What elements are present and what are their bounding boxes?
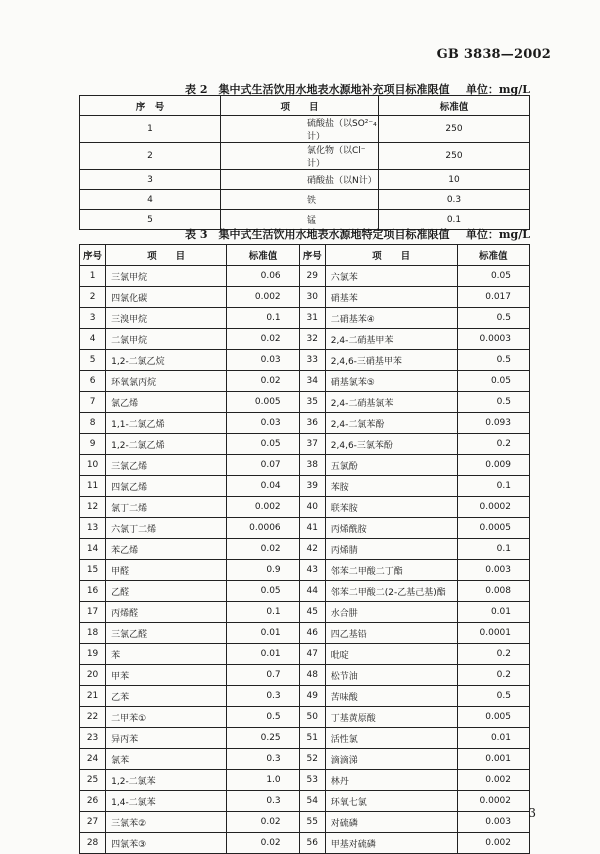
table3-cell-no: 38	[299, 455, 325, 476]
table3-header-item-right: 项 目	[325, 245, 457, 266]
table3-row	[80, 308, 530, 329]
table3-cell-no: 56	[299, 833, 325, 854]
table3-title: 表 3 集中式生活饮用水地表水源地特定项目标准限值	[185, 228, 450, 241]
table3-cell-item: 三氯甲烷	[106, 266, 227, 287]
table3-cell-item: 四乙基铅	[325, 623, 457, 644]
table3-cell-item: 对硫磷	[325, 812, 457, 833]
table3-header-value-right: 标准值	[457, 245, 529, 266]
table2-cell-item: 硫酸盐（以SO²⁻₄计）	[221, 116, 379, 143]
table3-cell-value: 1.0	[227, 770, 299, 791]
table3-cell-no: 37	[299, 434, 325, 455]
table3-cell-item: 硝基苯	[325, 287, 457, 308]
table3-row	[80, 455, 530, 476]
table3-cell-value: 0.01	[227, 623, 299, 644]
table3-row	[80, 749, 530, 770]
table3-cell-no: 52	[299, 749, 325, 770]
table3-cell-no: 31	[299, 308, 325, 329]
table3-row	[80, 644, 530, 665]
table3-cell-no: 25	[80, 770, 106, 791]
table3-cell-item: 2,4-二硝基甲苯	[325, 329, 457, 350]
table2-cell-value: 0.1	[379, 210, 530, 230]
table3-cell-no: 48	[299, 665, 325, 686]
table3-cell-no: 3	[80, 308, 106, 329]
table3-row	[80, 812, 530, 833]
table3-cell-item: 苦味酸	[325, 686, 457, 707]
table3-cell-no: 41	[299, 518, 325, 539]
table3-cell-no: 42	[299, 539, 325, 560]
table3-row	[80, 833, 530, 854]
table3-cell-item: 邻苯二甲酸二丁酯	[325, 560, 457, 581]
table3-cell-no: 23	[80, 728, 106, 749]
table2-header-no: 序 号	[80, 96, 221, 116]
table3-cell-value: 0.03	[227, 350, 299, 371]
table3-cell-value: 0.0002	[457, 791, 529, 812]
table3-cell-value: 0.0006	[227, 518, 299, 539]
table3-cell-item: 滴滴涕	[325, 749, 457, 770]
table3-cell-value: 0.04	[227, 476, 299, 497]
table3-cell-item: 甲基对硫磷	[325, 833, 457, 854]
table3-cell-no: 5	[80, 350, 106, 371]
table3-cell-no: 46	[299, 623, 325, 644]
page-number: 3	[528, 806, 536, 820]
table3-cell-no: 27	[80, 812, 106, 833]
table3-body	[80, 266, 530, 854]
table3-cell-item: 六氯丁二烯	[106, 518, 227, 539]
table2-cell-no: 5	[80, 210, 221, 230]
table3-cell-item: 乙醛	[106, 581, 227, 602]
table3-cell-no: 13	[80, 518, 106, 539]
table3-header-row	[80, 245, 530, 266]
table3-cell-item: 二甲苯①	[106, 707, 227, 728]
table3-row	[80, 350, 530, 371]
table3-cell-value: 0.5	[457, 350, 529, 371]
table3-row	[80, 602, 530, 623]
table3-cell-item: 四氯苯③	[106, 833, 227, 854]
table3-cell-item: 联苯胺	[325, 497, 457, 518]
table3-cell-no: 51	[299, 728, 325, 749]
table3-cell-value: 0.3	[227, 686, 299, 707]
table3-cell-item: 甲醛	[106, 560, 227, 581]
table3-cell-no: 39	[299, 476, 325, 497]
table3-cell-value: 0.06	[227, 266, 299, 287]
table3-cell-no: 22	[80, 707, 106, 728]
table2-cell-value: 250	[379, 116, 530, 143]
table3-cell-value: 0.017	[457, 287, 529, 308]
table3-cell-no: 47	[299, 644, 325, 665]
table3-cell-no: 53	[299, 770, 325, 791]
table3-cell-value: 0.003	[457, 560, 529, 581]
table3-cell-item: 1,4-二氯苯	[106, 791, 227, 812]
table3-cell-value: 0.2	[457, 665, 529, 686]
table3-cell-no: 33	[299, 350, 325, 371]
table3-cell-value: 0.3	[227, 749, 299, 770]
table3-cell-no: 8	[80, 413, 106, 434]
table3-cell-value: 0.0001	[457, 623, 529, 644]
table3-cell-value: 0.002	[457, 770, 529, 791]
table3-cell-value: 0.002	[457, 833, 529, 854]
table3-cell-item: 水合肼	[325, 602, 457, 623]
table3-cell-item: 邻苯二甲酸二(2-乙基己基)酯	[325, 581, 457, 602]
table3-cell-item: 吡啶	[325, 644, 457, 665]
table3-cell-value: 0.1	[227, 308, 299, 329]
table2-title: 表 2 集中式生活饮用水地表水源地补充项目标准限值	[185, 83, 450, 96]
table2-cell-no: 3	[80, 170, 221, 190]
table3-cell-value: 0.093	[457, 413, 529, 434]
table3-cell-value: 0.008	[457, 581, 529, 602]
table3-cell-no: 7	[80, 392, 106, 413]
table3-cell-no: 36	[299, 413, 325, 434]
table3-cell-no: 29	[299, 266, 325, 287]
table3-row	[80, 287, 530, 308]
table3-cell-item: 丙烯腈	[325, 539, 457, 560]
table3-row	[80, 371, 530, 392]
table3-cell-item: 五氯酚	[325, 455, 457, 476]
table3-cell-value: 0.05	[457, 266, 529, 287]
table3-cell-value: 0.005	[227, 392, 299, 413]
table3-cell-no: 20	[80, 665, 106, 686]
table3-cell-item: 三氯苯②	[106, 812, 227, 833]
table2-cell-no: 4	[80, 190, 221, 210]
table3-row	[80, 392, 530, 413]
table3-cell-no: 4	[80, 329, 106, 350]
table3-row	[80, 539, 530, 560]
table3-cell-value: 0.01	[457, 602, 529, 623]
table2-cell-item: 锰	[221, 210, 379, 230]
table3-cell-no: 54	[299, 791, 325, 812]
table3-cell-value: 0.7	[227, 665, 299, 686]
table3-cell-item: 二硝基苯④	[325, 308, 457, 329]
table3-cell-item: 2,4-二氯苯酚	[325, 413, 457, 434]
table3-row	[80, 728, 530, 749]
table3-header-no-right: 序号	[299, 245, 325, 266]
table3-cell-item: 四氯乙烯	[106, 476, 227, 497]
table3-cell-no: 32	[299, 329, 325, 350]
table3-row	[80, 329, 530, 350]
table3-cell-no: 17	[80, 602, 106, 623]
table3-cell-no: 43	[299, 560, 325, 581]
table3-cell-value: 0.3	[227, 791, 299, 812]
table2-cell-value: 10	[379, 170, 530, 190]
table2	[79, 95, 530, 230]
table3-row	[80, 770, 530, 791]
table2-cell-no: 2	[80, 143, 221, 170]
table2-cell-value: 0.3	[379, 190, 530, 210]
table3-cell-value: 0.2	[457, 434, 529, 455]
table3-cell-value: 0.02	[227, 539, 299, 560]
table3-unit: 单位：mg/L	[465, 228, 530, 241]
table3-cell-item: 甲苯	[106, 665, 227, 686]
table3-cell-item: 苯乙烯	[106, 539, 227, 560]
table3-cell-value: 0.002	[227, 497, 299, 518]
standard-code: GB 3838—2002	[436, 47, 551, 62]
table3-cell-no: 6	[80, 371, 106, 392]
table3-cell-no: 10	[80, 455, 106, 476]
table3-cell-no: 45	[299, 602, 325, 623]
table3-cell-no: 12	[80, 497, 106, 518]
table3-cell-value: 0.01	[457, 728, 529, 749]
table3-cell-value: 0.02	[227, 371, 299, 392]
table3-cell-no: 18	[80, 623, 106, 644]
table3-cell-value: 0.1	[227, 602, 299, 623]
table3-cell-value: 0.2	[457, 644, 529, 665]
table3-row	[80, 434, 530, 455]
table3-cell-no: 11	[80, 476, 106, 497]
table3-cell-item: 苯胺	[325, 476, 457, 497]
table3-row	[80, 476, 530, 497]
table2-header-value: 标准值	[379, 96, 530, 116]
table3-cell-item: 环氧七氯	[325, 791, 457, 812]
table3-cell-value: 0.07	[227, 455, 299, 476]
table3-cell-no: 55	[299, 812, 325, 833]
table3-cell-no: 26	[80, 791, 106, 812]
table3-cell-value: 0.01	[227, 644, 299, 665]
table3-cell-item: 环氧氯丙烷	[106, 371, 227, 392]
table3-cell-no: 2	[80, 287, 106, 308]
table3-cell-value: 0.02	[227, 329, 299, 350]
table3-cell-value: 0.5	[227, 707, 299, 728]
table3-cell-item: 异丙苯	[106, 728, 227, 749]
table3-row	[80, 581, 530, 602]
table3-cell-item: 二氯甲烷	[106, 329, 227, 350]
table3-row	[80, 623, 530, 644]
table3-cell-item: 丁基黄原酸	[325, 707, 457, 728]
table3-cell-value: 0.0003	[457, 329, 529, 350]
table2-row	[80, 190, 530, 210]
table3-cell-value: 0.003	[457, 812, 529, 833]
table2-row	[80, 143, 530, 170]
table3-cell-item: 2,4-二硝基氯苯	[325, 392, 457, 413]
table3-cell-item: 四氯化碳	[106, 287, 227, 308]
table3-cell-value: 0.005	[457, 707, 529, 728]
table3-cell-item: 三氯乙烯	[106, 455, 227, 476]
table3-cell-item: 丙烯醛	[106, 602, 227, 623]
table3-cell-value: 0.0005	[457, 518, 529, 539]
table3-cell-value: 0.9	[227, 560, 299, 581]
table3	[79, 244, 530, 854]
table3-cell-item: 2,4,6-三氯苯酚	[325, 434, 457, 455]
table3-cell-item: 林丹	[325, 770, 457, 791]
table3-cell-item: 丙烯酰胺	[325, 518, 457, 539]
table2-unit: 单位：mg/L	[465, 83, 530, 96]
table3-cell-item: 苯	[106, 644, 227, 665]
table2-body	[80, 116, 530, 230]
table3-cell-item: 氯乙烯	[106, 392, 227, 413]
table3-cell-item: 1,2-二氯乙烯	[106, 434, 227, 455]
table3-row	[80, 665, 530, 686]
table3-cell-item: 氯丁二烯	[106, 497, 227, 518]
table3-cell-item: 1,1-二氯乙烯	[106, 413, 227, 434]
table3-cell-value: 0.02	[227, 812, 299, 833]
table3-cell-value: 0.02	[227, 833, 299, 854]
table3-cell-item: 2,4,6-三硝基甲苯	[325, 350, 457, 371]
table3-cell-item: 松节油	[325, 665, 457, 686]
table3-cell-item: 活性氯	[325, 728, 457, 749]
table3-cell-value: 0.001	[457, 749, 529, 770]
table2-row	[80, 116, 530, 143]
table3-cell-item: 六氯苯	[325, 266, 457, 287]
table2-cell-item: 铁	[221, 190, 379, 210]
table3-cell-item: 氯苯	[106, 749, 227, 770]
table3-cell-value: 0.03	[227, 413, 299, 434]
table3-cell-item: 1,2-二氯乙烷	[106, 350, 227, 371]
table3-cell-no: 44	[299, 581, 325, 602]
table3-header-no-left: 序号	[80, 245, 106, 266]
table3-cell-no: 14	[80, 539, 106, 560]
table3-cell-no: 16	[80, 581, 106, 602]
table3-cell-value: 0.002	[227, 287, 299, 308]
table3-cell-value: 0.5	[457, 686, 529, 707]
table3-row	[80, 497, 530, 518]
table2-header-item: 项 目	[221, 96, 379, 116]
table3-cell-value: 0.5	[457, 392, 529, 413]
table3-cell-value: 0.05	[227, 581, 299, 602]
table3-cell-no: 40	[299, 497, 325, 518]
table3-cell-item: 三氯乙醛	[106, 623, 227, 644]
table3-cell-no: 49	[299, 686, 325, 707]
table3-cell-value: 0.05	[457, 371, 529, 392]
table3-cell-no: 19	[80, 644, 106, 665]
table3-cell-value: 0.25	[227, 728, 299, 749]
table2-cell-item: 硝酸盐（以N计）	[221, 170, 379, 190]
table3-cell-no: 28	[80, 833, 106, 854]
table2-cell-item: 氯化物（以Cl⁻计）	[221, 143, 379, 170]
table3-cell-no: 1	[80, 266, 106, 287]
table3-row	[80, 518, 530, 539]
table2-header-row	[80, 96, 530, 116]
table3-row	[80, 791, 530, 812]
table3-cell-item: 硝基氯苯⑤	[325, 371, 457, 392]
table3-cell-no: 24	[80, 749, 106, 770]
table3-cell-value: 0.05	[227, 434, 299, 455]
table3-cell-value: 0.5	[457, 308, 529, 329]
table3-header-value-left: 标准值	[227, 245, 299, 266]
table3-header-item-left: 项 目	[106, 245, 227, 266]
table3-cell-no: 9	[80, 434, 106, 455]
table3-row	[80, 560, 530, 581]
table3-cell-no: 50	[299, 707, 325, 728]
table3-cell-no: 21	[80, 686, 106, 707]
table3-row	[80, 266, 530, 287]
table2-cell-value: 250	[379, 143, 530, 170]
table3-row	[80, 413, 530, 434]
table3-row	[80, 707, 530, 728]
table3-cell-item: 三溴甲烷	[106, 308, 227, 329]
table3-cell-no: 15	[80, 560, 106, 581]
table3-cell-value: 0.0002	[457, 497, 529, 518]
table3-cell-no: 35	[299, 392, 325, 413]
table2-cell-no: 1	[80, 116, 221, 143]
table3-cell-item: 1,2-二氯苯	[106, 770, 227, 791]
table3-cell-item: 乙苯	[106, 686, 227, 707]
table3-cell-value: 0.1	[457, 476, 529, 497]
table3-row	[80, 686, 530, 707]
table3-cell-value: 0.009	[457, 455, 529, 476]
table3-cell-value: 0.1	[457, 539, 529, 560]
table3-cell-no: 34	[299, 371, 325, 392]
table3-cell-no: 30	[299, 287, 325, 308]
table2-row	[80, 170, 530, 190]
